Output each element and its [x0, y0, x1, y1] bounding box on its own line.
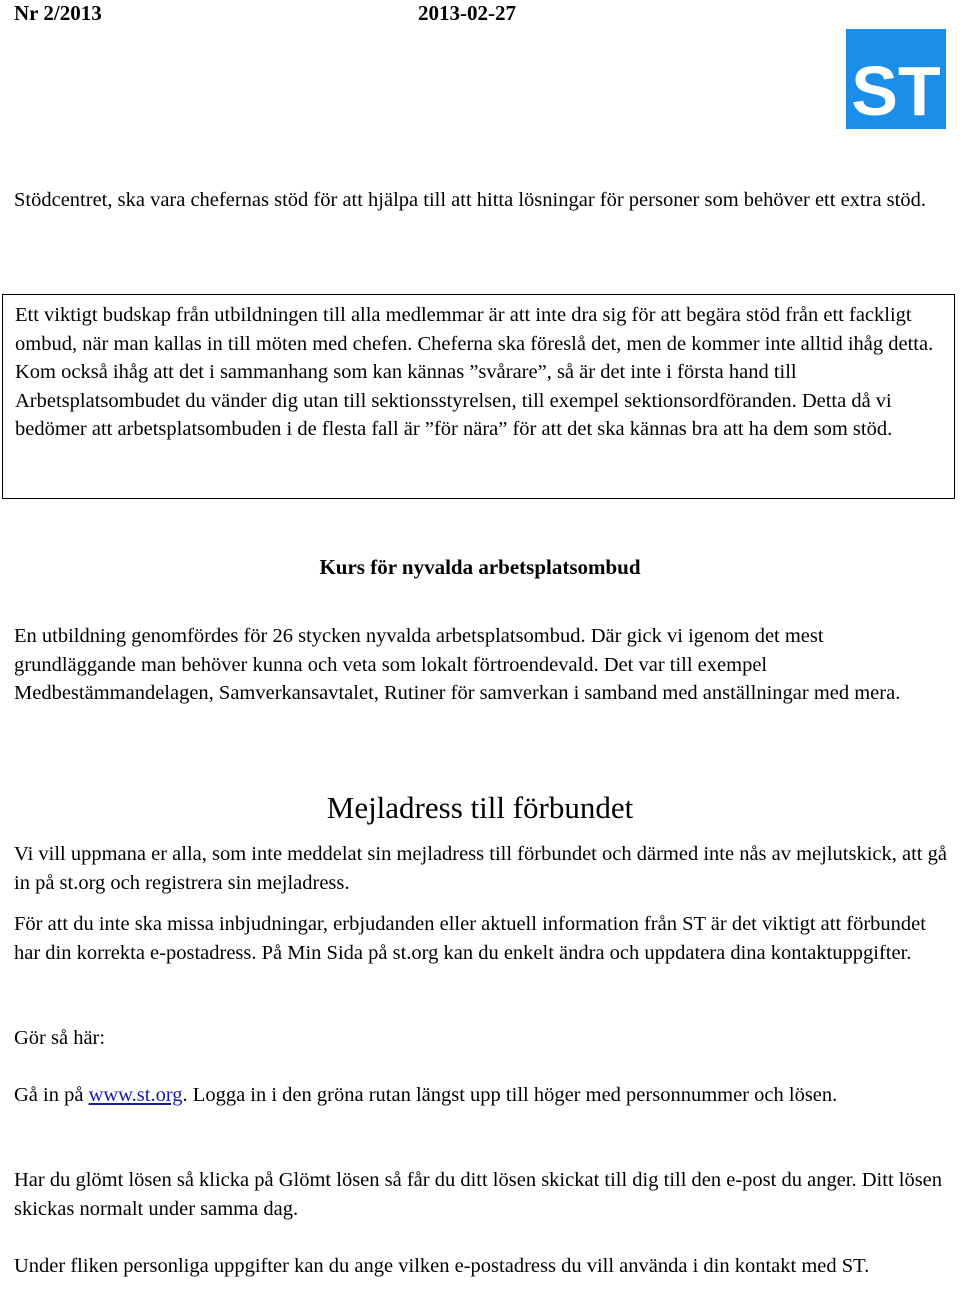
instructions-label: Gör så här:: [14, 1027, 106, 1049]
mejladress-heading: Mejladress till förbundet: [326, 790, 634, 825]
issue-number: Nr 2/2013: [14, 1, 102, 25]
st-logo: [846, 29, 946, 129]
login-text-after: . Logga in i den gröna rutan längst upp till höger med personnummer och lösen.: [182, 1084, 838, 1106]
boxed-message-text: Ett viktigt budskap från utbildningen till alla medlemmar är att inte dra sig för att begära stöd från ett fackligt ombud, när man kallas in till möten med chefen. Cheferna ska föreslå det, men de kommer inte alltid ihåg detta. Kom också ihåg att det i sammanhang som kan kännas ”svårare”, så är det inte i första hand till Arbetsplatsombudet du vänder dig utan till sektionsstyrelsen, till exempel sektionsordföranden. Detta då vi bedömer att arbetsplatsombuden i de flesta fall är ”för nära” för att det ska kännas bra att ha dem som stöd.: [15, 304, 934, 440]
login-instructions: [14, 1081, 950, 1110]
st-logo-icon: [846, 29, 946, 129]
kurs-paragraph: En utbildning genomfördes för 26 stycken nyvalda arbetsplatsombud. Där gick vi igenom det mest grundläggande man behöver kunna och veta som lokalt förtroendevald. Det var till exempel Medbestämmandelagen, Samverkansavtalet, Rutiner för samverkan i samband med anställningar med mera.: [14, 625, 901, 704]
forgot-password-paragraph: Har du glömt lösen så klicka på Glömt lösen så får du ditt lösen skickat till dig till den e-post du anger. Ditt lösen skickas normalt under samma dag.: [14, 1169, 943, 1220]
issue-date: 2013-02-27: [418, 1, 516, 25]
intro-paragraph: Stödcentret, ska vara chefernas stöd för att hjälpa till att hitta lösningar för personer som behöver ett extra stöd.: [14, 189, 926, 211]
mejladress-paragraph-2: För att du inte ska missa inbjudningar, erbjudanden eller aktuell information från ST är det viktigt att förbundet har din korrekta e-postadress. På Min Sida på st.org kan du enkelt ändra och uppdatera dina kontaktuppgifter.: [14, 913, 926, 964]
login-text-before: Gå in på: [14, 1084, 89, 1106]
kurs-heading: Kurs för nyvalda arbetsplatsombud: [319, 555, 641, 579]
boxed-message: [2, 294, 955, 499]
st-org-link[interactable]: www.st.org: [88, 1084, 183, 1106]
mejladress-paragraph-1: Vi vill uppmana er alla, som inte meddelat sin mejladress till förbundet och därmed inte nås av mejlutskick, att gå in på st.org och registrera sin mejladress.: [14, 843, 947, 894]
st-logo-text: ST: [851, 52, 941, 129]
personal-info-paragraph: Under fliken personliga uppgifter kan du ange vilken e-postadress du vill använda i din kontakt med ST.: [14, 1255, 870, 1277]
